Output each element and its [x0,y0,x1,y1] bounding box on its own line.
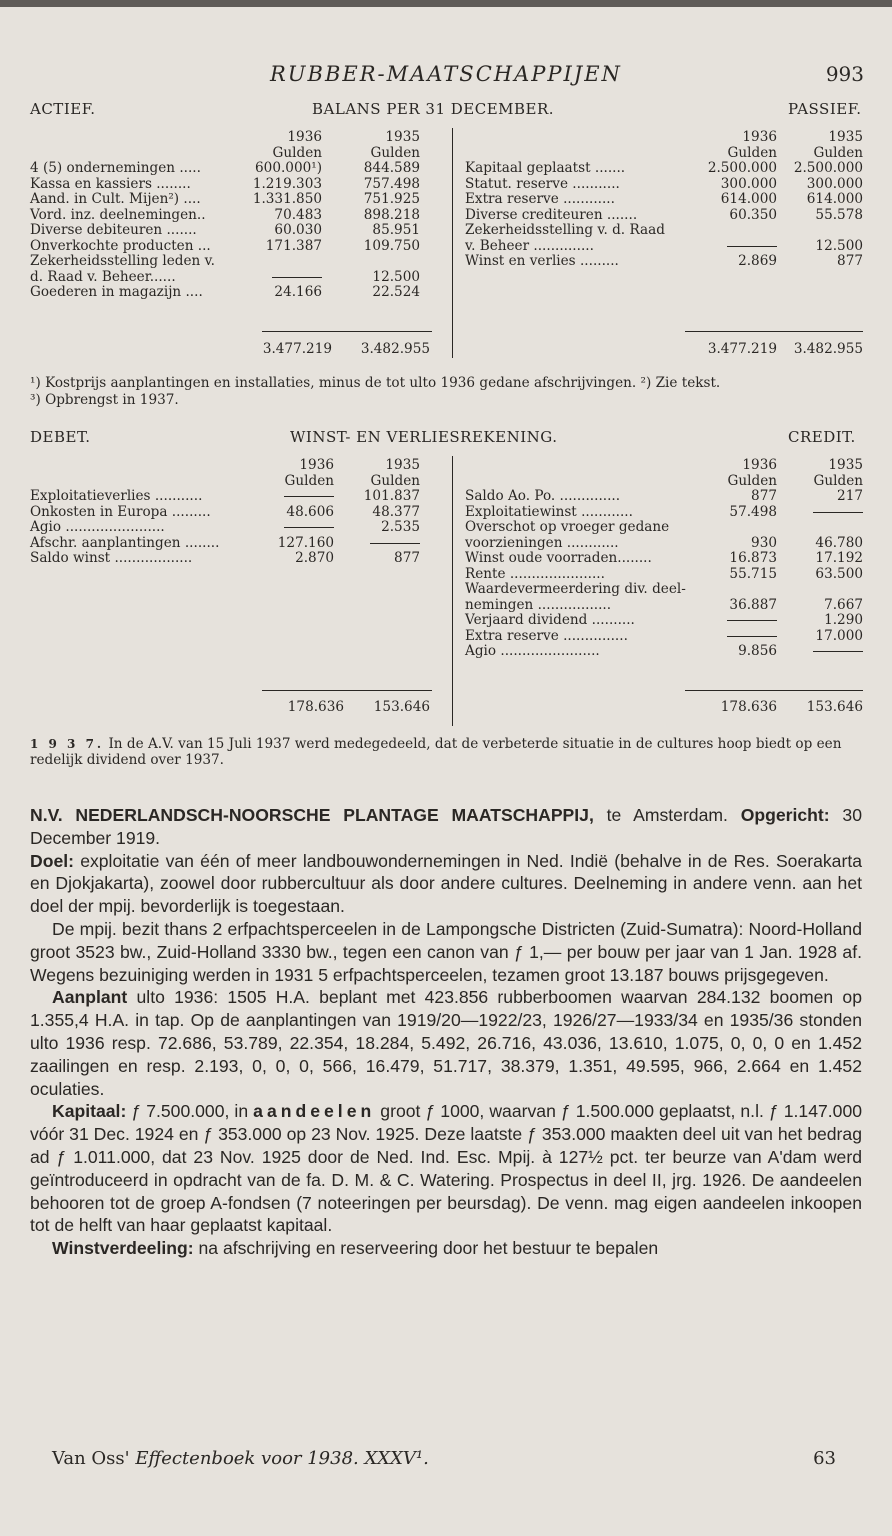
year-header-row [30,458,442,474]
founded-date: 30 December 1919. [30,805,862,848]
value-1936 [272,270,322,286]
dash-placeholder [284,496,334,497]
value-1936: 600.000¹) [255,160,322,176]
row-label: Exploitatieverlies ........... [30,488,203,504]
table-row [30,239,442,255]
passief-heading: PASSIEF. [788,100,862,118]
value-1936: 877 [751,488,777,504]
value-1935: 877 [394,550,420,566]
assets-total-rule [262,331,432,332]
table-row [465,223,865,239]
row-label: Winst oude voorraden........ [465,550,652,566]
value-1935 [813,505,863,521]
year-1935: 1935 [385,457,420,473]
row-label: Aand. in Cult. Mijen²) .... [30,191,201,207]
value-1935: 85.951 [372,222,420,238]
estate-para: De mpij. bezit thans 2 erfpachtsperceelen in de Lampongsche Districten (Zuid-Sumatra): Noord-Holland groot 3523 bw., Zuid-Holland 3330 bw., tegen een canon van ƒ 1,— per bouw per jaar van 1 Jan. 1928 af. Wegens bezuiniging werden in 1931 5 erfpachtsperceelen, tezamen groot 13.187 bouws prijsgegeven. [30,918,862,985]
table-row [465,567,865,583]
value-1935: 844.589 [363,160,420,176]
year-1935: 1935 [385,129,420,145]
value-1936: 2.870 [295,550,334,566]
value-1936: 300.000 [720,175,777,192]
footer-source [52,1448,429,1469]
table-row [30,192,442,208]
value-1935: 46.780 [815,534,863,551]
row-label: Onkosten in Europa ......... [30,503,211,520]
table-row [465,582,865,598]
value-1935: 101.837 [363,488,420,504]
liabilities-total-1935: 3.482.955 [793,341,863,357]
value-1936 [284,489,334,505]
debet-heading: DEBET. [30,428,91,446]
unit-header-row [465,474,865,490]
table-row [30,551,442,567]
assets-total-1936: 3.477.219 [262,341,332,357]
value-1935: 300.000 [806,175,863,192]
table-row [30,489,442,505]
credit-heading: CREDIT. [788,428,856,446]
value-1936 [284,520,334,536]
value-1936 [727,239,777,255]
liabilities-table [465,130,865,270]
footnote-1: ¹) Kostprijs aanplantingen en installaties, minus de tot ulto 1936 gedane afschrijvingen. ²) Zie tekst. [30,375,721,391]
table-row [465,161,865,177]
value-1935: 17.192 [815,550,863,566]
value-1936: 16.873 [729,550,777,566]
year-1936: 1936 [299,457,334,473]
value-1935: 2.500.000 [793,160,863,176]
table-row [465,505,865,521]
dash-placeholder [813,651,863,652]
table-row [465,613,865,629]
row-label: Statut. reserve ........... [465,175,620,192]
footer-book: Effectenboek voor 1938. XXXV¹. [135,1448,429,1469]
table-row [465,239,865,255]
year-header-row [465,458,865,474]
value-1935: 63.500 [815,565,863,582]
row-label: v. Beheer .............. [465,237,594,254]
debit-total-1935: 153.646 [373,699,430,715]
debit-total-rule [262,690,432,691]
capital-spaced-word: aandeelen [253,1101,376,1122]
year-1935: 1935 [828,129,863,145]
dash-placeholder [272,277,322,278]
unit-1935: Gulden [813,144,863,161]
row-label: Kassa en kassiers ........ [30,175,191,192]
credit-total [685,700,865,716]
value-1936: 127.160 [277,534,334,551]
value-1936: 36.887 [729,596,777,613]
table-row [465,629,865,645]
year-1936: 1936 [742,457,777,473]
value-1935: 22.524 [372,284,420,300]
value-1935: 109.750 [363,237,420,254]
row-label: Goederen in magazijn .... [30,284,203,300]
note-text: In de A.V. van 15 Juli 1937 werd medegedeeld, dat de verbeterde situatie in de cultures hoop biedt op een redelijk dividend over 1937. [30,736,842,768]
liabilities-total-rule [685,331,863,332]
debit-total-1936: 178.636 [287,699,344,715]
assets-total [262,342,442,358]
value-1936: 9.856 [738,643,777,659]
value-1936: 2.869 [738,253,777,269]
value-1936: 614.000 [720,191,777,207]
value-1935: 898.218 [363,206,420,223]
dash-placeholder [284,527,334,528]
value-1936: 1.219.303 [252,175,322,192]
row-label: Afschr. aanplantingen ........ [30,534,220,551]
company-title-para [30,804,862,850]
table-row [465,644,865,660]
table-row [30,177,442,193]
capital-label: Kapitaal: [52,1101,127,1122]
value-1935: 217 [837,488,863,504]
table-row [30,254,442,270]
row-label: Extra reserve ............... [465,627,628,644]
row-label: Overschot op vroeger gedane [465,519,670,535]
table-row [30,520,442,536]
table-row [465,536,865,552]
unit-1936: Gulden [727,144,777,161]
dash-placeholder [727,636,777,637]
dash-placeholder [727,246,777,247]
table-row [465,598,865,614]
row-label: d. Raad v. Beheer...... [30,268,176,285]
goal-text: exploitatie van één of meer landbouwondernemingen in Ned. Indië (behalve in de Res. Soerakarta en Djokjakarta), zoowel door rubbercultuur als door andere cultures. Deelneming in andere venn. aan het doel der mpij. bevorderlijk is toegestaan. [30,850,863,917]
table-row [30,285,442,301]
goal-label: Doel: [30,850,74,871]
planting-label: Aanplant [52,987,128,1008]
table-row [465,177,865,193]
value-1935: 1.290 [824,612,863,628]
value-1935: 12.500 [815,237,863,254]
table-row [30,161,442,177]
capital-para [30,1100,862,1237]
winst-heading: WINST- EN VERLIESREKENING. [290,428,558,446]
table-row [465,254,865,270]
table-row [465,192,865,208]
row-label: nemingen ................. [465,596,612,613]
footnote-2: ³) Opbrengst in 1937. [30,392,179,408]
table-row [30,505,442,521]
value-1936: 70.483 [274,206,322,223]
row-label: Saldo winst .................. [30,550,193,566]
liabilities-total [685,342,865,358]
credit-total-1935: 153.646 [806,699,863,715]
row-label: Diverse crediteuren ....... [465,206,638,223]
unit-1935: Gulden [813,472,863,489]
dash-placeholder [813,512,863,513]
company-entry [30,804,862,1260]
credit-table [465,458,865,660]
profit-text: na afschrijving en reserveering door het bestuur te bepalen [198,1238,659,1259]
row-label: Kapitaal geplaatst ....... [465,160,626,176]
value-1936: 55.715 [729,565,777,582]
debit-total [262,700,442,716]
top-edge-band [0,0,892,7]
table-row [30,208,442,224]
year-header-row [465,130,865,146]
unit-header-row [30,474,442,490]
dash-placeholder [370,543,420,544]
value-1935: 48.377 [372,503,420,520]
value-1936: 60.350 [729,206,777,223]
year-1935: 1935 [828,457,863,473]
footer-page-number: 63 [813,1448,836,1469]
year-1936: 1936 [287,129,322,145]
table-row [465,520,865,536]
row-label: Winst en verlies ......... [465,253,619,269]
value-1936: 1.331.850 [252,191,322,207]
table-row [465,208,865,224]
assets-table [30,130,442,301]
year-1936: 1936 [742,129,777,145]
value-1935: 7.667 [824,596,863,613]
balance-divider [452,128,453,358]
debit-table [30,458,442,567]
row-label: voorzieningen ............ [465,534,619,551]
row-label: Zekerheidsstelling v. d. Raad [465,222,665,238]
unit-1935: Gulden [370,144,420,161]
value-1936: 2.500.000 [707,160,777,176]
value-1935: 757.498 [363,175,420,192]
credit-total-rule [685,690,863,691]
value-1935: 55.578 [815,206,863,223]
value-1936: 171.387 [265,237,322,254]
unit-1936: Gulden [284,472,334,489]
table-row [30,270,442,286]
footer-prefix: Van Oss' [52,1448,130,1469]
value-1935: 12.500 [372,268,420,285]
value-1936: 48.606 [286,503,334,520]
founded-label: Opgericht: [740,805,830,825]
profit-para [30,1237,862,1260]
value-1935: 2.535 [381,519,420,535]
liabilities-total-1936: 3.477.219 [707,341,777,357]
row-label: Diverse debiteuren ....... [30,222,197,238]
running-header: RUBBER-MAATSCHAPPIJEN [270,62,622,86]
row-label: Extra reserve ............ [465,191,615,207]
row-label: Exploitatiewinst ............ [465,503,633,520]
dash-placeholder [727,620,777,621]
capital-text-b: groot ƒ 1000, waarvan ƒ 1.500.000 geplaatst, n.l. ƒ 1.147.000 vóór 31 Dec. 1924 en ƒ 353.000 op 23 Nov. 1925. Deze laatste ƒ 353.000 maakten deel uit van het bedrag ad ƒ 1.011.000, dat 23 Nov. 1925 door de Ned. Ind. Esc. Mpij. à 127½ pct. ter beurze van A'dam werd geïntroduceerd in opdracht van de fa. D. M. & C. Watering. Prospectus in deel II, jrg. 1926. De aandeelen behooren tot de groep A-fondsen (7 noteeringen per beursdag). De venn. mag eigen aandeelen inkoopen tot de helft van haar geplaatst kapitaal. [30,1101,863,1236]
company-location: te Amsterdam. [606,805,728,825]
unit-1936: Gulden [272,144,322,161]
row-label: Waardevermeerdering div. deel- [465,581,686,597]
value-1936: 24.166 [274,284,322,300]
row-label: Agio ....................... [30,519,165,535]
value-1936: 930 [751,534,777,551]
goal-para [30,850,862,918]
value-1935: 614.000 [806,191,863,207]
value-1935: 17.000 [815,627,863,644]
unit-1936: Gulden [727,472,777,489]
planting-para [30,986,862,1100]
unit-header-row [465,146,865,162]
row-label: Agio ....................... [465,643,600,659]
table-row [30,536,442,552]
value-1936: 60.030 [274,222,322,238]
pl-divider [452,456,453,726]
note-year: 1 9 3 7. [30,737,105,751]
year-header-row [30,130,442,146]
page-number: 993 [825,62,864,86]
row-label: Saldo Ao. Po. .............. [465,488,621,504]
row-label: 4 (5) ondernemingen ..... [30,160,201,176]
assets-total-1935: 3.482.955 [360,341,430,357]
planting-text: ulto 1936: 1505 H.A. beplant met 423.856 rubberboomen waarvan 284.132 boomen op 1.355,4 H.A. in tap. Op de aanplantingen van 1919/20—1922/23, 1926/27—1933/34 en 1935/36 stonden ulto 1936 resp. 72.686, 53.789, 22.354, 18.284, 5.492, 26.716, 43.036, 13.610, 1.075, 0, 0, 0 en 1.452 zaailingen en resp. 2.193, 0, 0, 0, 566, 16.479, 51.717, 38.379, 1.351, 49.595, 966, 2.664 en 1.452 oculaties. [30,987,863,1099]
table-row [465,489,865,505]
profit-label: Winstverdeeling: [52,1238,194,1259]
value-1936 [727,629,777,645]
value-1935 [813,644,863,660]
company-name: N.V. NEDERLANDSCH-NOORSCHE PLANTAGE MAATSCHAPPIJ, [30,805,594,825]
credit-total-1936: 178.636 [720,699,777,715]
value-1935: 751.925 [363,191,420,207]
value-1935: 877 [837,253,863,269]
row-label: Rente ...................... [465,565,605,582]
value-1936 [727,613,777,629]
unit-header-row [30,146,442,162]
balans-heading: BALANS PER 31 DECEMBER. [312,100,555,118]
table-row [465,551,865,567]
row-label: Vord. inz. deelnemingen.. [30,206,206,223]
note-1937 [30,736,865,768]
row-label: Verjaard dividend .......... [465,612,635,628]
row-label: Zekerheidsstelling leden v. [30,253,216,269]
actief-heading: ACTIEF. [30,100,96,118]
row-label: Onverkochte producten ... [30,237,211,254]
unit-1935: Gulden [370,472,420,489]
table-row [30,223,442,239]
capital-text-a: ƒ 7.500.000, in [131,1101,249,1122]
value-1936: 57.498 [729,503,777,520]
value-1935 [370,536,420,552]
